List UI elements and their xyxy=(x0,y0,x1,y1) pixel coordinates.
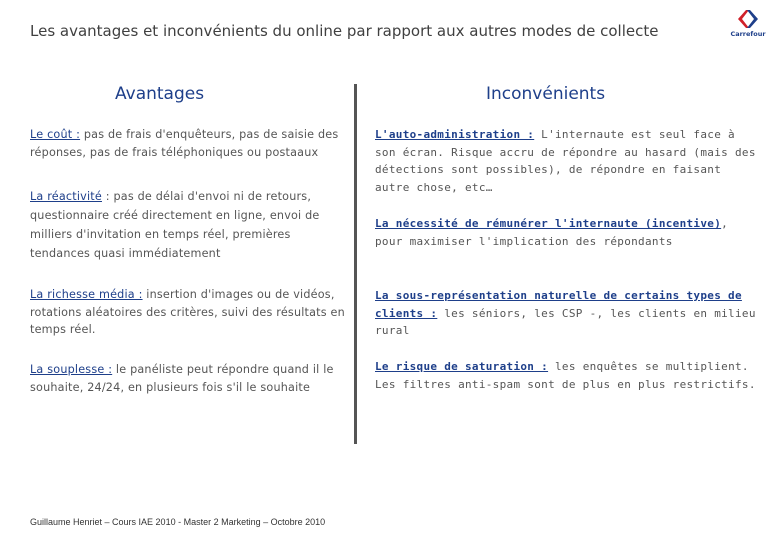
advantage-text: le panéliste peut répondre quand il le souhaite, 24/24, en plusieurs fois s'il le souhaite xyxy=(30,363,334,394)
disadvantage-text: L'internaute est seul face à son écran. Risque accru de répondre au hasard (mais des détections sont possibles), de répondre en faisant autre chose, etc… xyxy=(375,128,756,194)
advantage-item xyxy=(30,286,348,339)
advantage-item xyxy=(30,126,348,161)
disadvantage-keyword: Le risque de saturation : xyxy=(375,360,549,373)
column-divider xyxy=(354,84,357,444)
carrefour-logo-icon xyxy=(726,8,770,30)
slide-title: Les avantages et inconvénients du online par rapport aux autres modes de collecte xyxy=(30,22,659,40)
disadvantage-text: , pour maximiser l'implication des répondants xyxy=(375,217,729,248)
disadvantage-item xyxy=(375,215,760,250)
advantage-item xyxy=(30,361,348,396)
disadvantage-text: les séniors, les CSP -, les clients en milieu rural xyxy=(375,306,756,337)
advantages-heading: Avantages xyxy=(115,84,205,104)
disadvantage-keyword: La sous-représentation naturelle de certains types de clients : xyxy=(375,289,742,320)
carrefour-logo xyxy=(726,8,770,42)
disadvantage-item xyxy=(375,126,760,196)
footer-credit: Guillaume Henriet – Cours IAE 2010 - Master 2 Marketing – Octobre 2010 xyxy=(30,517,326,527)
disadvantages-heading: Inconvénients xyxy=(486,84,606,104)
advantage-keyword: La richesse média : xyxy=(30,288,143,301)
disadvantage-keyword: L'auto-administration : xyxy=(375,128,535,141)
advantage-text: pas de frais d'enquêteurs, pas de saisie des réponses, pas de frais téléphoniques ou postaaux xyxy=(30,128,339,159)
disadvantage-text: les enquêtes se multiplient. Les filtres anti-spam sont de plus en plus restrictifs. xyxy=(375,360,756,391)
advantage-keyword: Le coût : xyxy=(30,128,81,141)
advantage-keyword: La réactivité xyxy=(30,190,102,203)
advantage-keyword: La souplesse : xyxy=(30,363,113,376)
advantage-item xyxy=(30,187,348,263)
advantage-text: insertion d'images ou de vidéos, rotations aléatoires des critères, suivi des résultats en temps réel. xyxy=(30,288,345,336)
advantage-text: : pas de délai d'envoi ni de retours, questionnaire créé directement en ligne, envoi de milliers d'invitation en temps réel, premières tendances quasi immédiatement xyxy=(30,190,320,260)
disadvantage-keyword: La nécessité de rémunérer l'internaute (incentive) xyxy=(375,217,722,230)
disadvantage-item xyxy=(375,358,760,393)
logo-text: Carrefour xyxy=(730,30,766,38)
disadvantage-item xyxy=(375,287,760,340)
